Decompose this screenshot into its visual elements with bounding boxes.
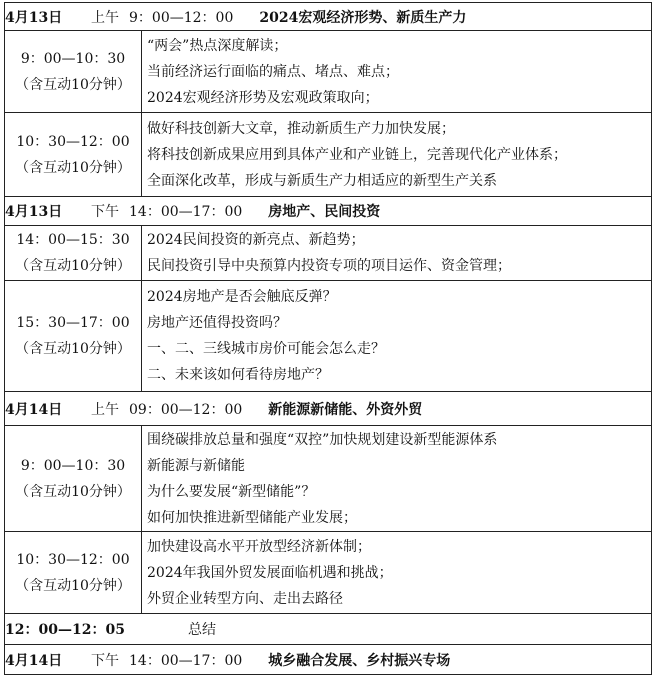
- session-item: 一、二、三线城市房价可能会怎么走？: [147, 341, 385, 357]
- session-item: 围绕碳排放总量和强度“双控”加快规划建设新型能源体系: [147, 431, 498, 448]
- section-header: [5, 645, 652, 675]
- session-item: 如何加快推进新型储能产业发展；: [147, 509, 357, 526]
- session-time: 9：00—10：30: [20, 50, 126, 67]
- session-content-cell: [142, 226, 652, 281]
- session-item: 将科技创新成果应用到具体产业和产业链上，完善现代化产业体系；: [147, 146, 567, 163]
- section-period: 上午: [91, 9, 119, 26]
- closing-time: 12：00—12：05: [5, 622, 125, 638]
- section-header-cell: [5, 197, 652, 226]
- session-item: “两会”热点深度解读；: [147, 37, 288, 54]
- session-time-cell: [5, 532, 142, 614]
- session-item: 2024宏观经济形势及宏观政策取向；: [147, 89, 379, 106]
- session-time: 10：30—12：00: [16, 551, 130, 568]
- session-time-cell: [5, 281, 142, 392]
- closing-row: [5, 614, 652, 645]
- session-time-cell: [5, 31, 142, 113]
- section-topic: 房地产、民间投资: [268, 204, 381, 220]
- section-header: [5, 3, 652, 31]
- section-topic: 城乡融合发展、乡村振兴专场: [268, 652, 451, 669]
- session-row: [5, 113, 652, 197]
- session-item: 新能源与新储能: [147, 457, 245, 474]
- session-item: 二、未来该如何看待房地产？: [147, 367, 329, 383]
- section-hours: 9：00—12：00: [129, 9, 234, 26]
- session-row: [5, 31, 652, 113]
- session-note: （含互动10分钟）: [15, 577, 131, 594]
- session-item: 民间投资引导中央预算内投资专项的项目运作、资金管理；: [147, 258, 511, 274]
- section-period: 下午: [91, 652, 119, 669]
- session-item: 2024民间投资的新亮点、新趋势；: [147, 232, 365, 248]
- section-period: 下午: [91, 204, 119, 220]
- session-time: 10：30—12：00: [16, 133, 130, 150]
- session-item: 为什么要发展“新型储能”？: [147, 483, 316, 500]
- session-item: 当前经济运行面临的痛点、堵点、难点；: [147, 63, 399, 80]
- session-content-cell: [142, 31, 652, 113]
- session-row: [5, 426, 652, 532]
- session-item: 外贸企业转型方向、走出去路径: [147, 590, 343, 607]
- section-header-cell: [5, 3, 652, 31]
- section-date: 4月14日: [5, 652, 63, 669]
- session-time-cell: [5, 113, 142, 197]
- session-item: 2024年我国外贸发展面临机遇和挑战；: [147, 564, 393, 581]
- session-row: [5, 281, 652, 392]
- session-item: 做好科技创新大文章，推动新质生产力加快发展；: [147, 120, 455, 137]
- session-time: 9：00—10：30: [20, 457, 126, 474]
- session-content-cell: [142, 113, 652, 197]
- section-header-cell: [5, 645, 652, 675]
- session-note: （含互动10分钟）: [15, 483, 131, 500]
- section-date: 4月13日: [5, 204, 63, 220]
- session-item: 全面深化改革，形成与新质生产力相适应的新型生产关系: [147, 172, 497, 189]
- session-note: （含互动10分钟）: [15, 159, 131, 176]
- session-row: [5, 226, 652, 281]
- session-time: 15：30—17：00: [16, 315, 130, 331]
- section-header-cell: [5, 392, 652, 426]
- session-item: 2024房地产是否会触底反弹？: [147, 289, 337, 305]
- section-period: 上午: [91, 401, 119, 418]
- session-content-cell: [142, 426, 652, 532]
- schedule-table: [4, 2, 652, 675]
- section-hours: 14：00—17：00: [129, 204, 243, 220]
- section-topic: 新能源新储能、外资外贸: [268, 401, 423, 418]
- session-item: 房地产还值得投资吗？: [147, 315, 287, 331]
- session-content-cell: [142, 281, 652, 392]
- session-time-cell: [5, 426, 142, 532]
- session-note: （含互动10分钟）: [15, 76, 131, 93]
- session-content-cell: [142, 532, 652, 614]
- session-note: （含互动10分钟）: [15, 341, 131, 357]
- section-header: [5, 392, 652, 426]
- session-note: （含互动10分钟）: [15, 258, 131, 274]
- section-date: 4月14日: [5, 401, 63, 418]
- closing-cell: [5, 614, 652, 645]
- session-time-cell: [5, 226, 142, 281]
- closing-label: 总结: [188, 622, 216, 638]
- section-header: [5, 197, 652, 226]
- session-row: [5, 532, 652, 614]
- section-topic: 2024宏观经济形势、新质生产力: [259, 9, 467, 26]
- session-time: 14：00—15：30: [16, 232, 130, 248]
- section-hours: 09：00—12：00: [129, 401, 243, 418]
- section-hours: 14：00—17：00: [129, 652, 243, 669]
- section-date: 4月13日: [5, 9, 63, 26]
- session-item: 加快建设高水平开放型经济新体制；: [147, 538, 371, 555]
